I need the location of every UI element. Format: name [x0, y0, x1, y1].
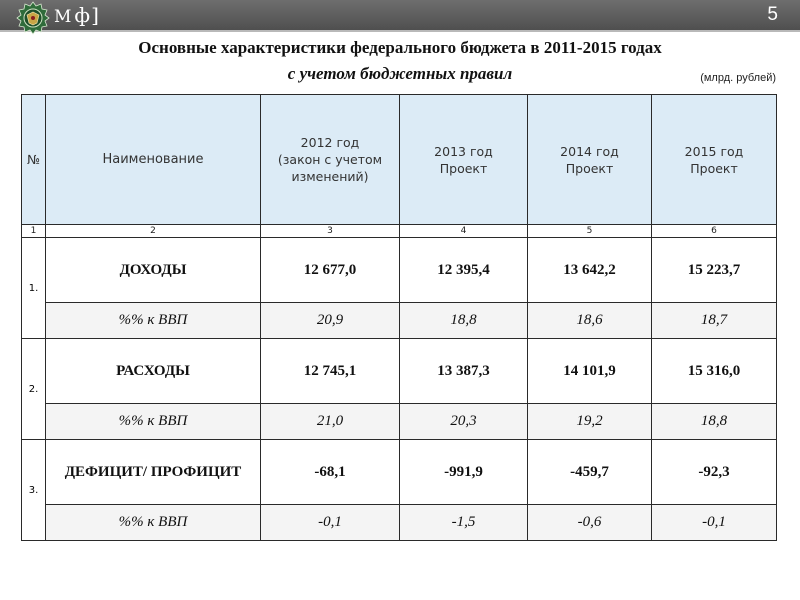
column-number-row [22, 225, 777, 238]
value-cell: 13 387,3 [400, 339, 528, 404]
table-row-revenue [22, 238, 777, 303]
row-name: %% к ВВП [46, 505, 261, 541]
column-number: 5 [528, 225, 652, 238]
table-row-deficit [22, 440, 777, 505]
column-header-2015: 2015 год Проект [652, 95, 777, 225]
value-cell: -459,7 [528, 440, 652, 505]
row-name: ДЕФИЦИТ/ ПРОФИЦИТ [46, 440, 261, 505]
value-cell: -991,9 [400, 440, 528, 505]
column-number: 2 [46, 225, 261, 238]
slide-number: 5 [767, 4, 778, 25]
value-cell: 14 101,9 [528, 339, 652, 404]
column-header-name: Наименование [46, 95, 261, 225]
value-cell: 12 677,0 [261, 238, 400, 303]
value-cell: -1,5 [400, 505, 528, 541]
table-header-row [22, 95, 777, 225]
value-cell: 15 223,7 [652, 238, 777, 303]
row-name: ДОХОДЫ [46, 238, 261, 303]
value-cell: 12 745,1 [261, 339, 400, 404]
value-cell: -92,3 [652, 440, 777, 505]
row-name: РАСХОДЫ [46, 339, 261, 404]
value-cell: 13 642,2 [528, 238, 652, 303]
value-cell: -68,1 [261, 440, 400, 505]
column-header-number: № [22, 95, 46, 225]
value-cell: 20,3 [400, 404, 528, 440]
table-row-expenditure-gdp [22, 404, 777, 440]
row-name: %% к ВВП [46, 404, 261, 440]
top-bar [0, 0, 800, 32]
column-number: 6 [652, 225, 777, 238]
table-row-expenditure [22, 339, 777, 404]
column-header-2012: 2012 год (закон с учетом изменений) [261, 95, 400, 225]
brand-tail: ] [91, 3, 100, 27]
table-row-deficit-gdp [22, 505, 777, 541]
page-title: Основные характеристики федерального бюджета в 2011-2015 годах [138, 38, 662, 57]
value-cell: 12 395,4 [400, 238, 528, 303]
value-cell: -0,1 [652, 505, 777, 541]
page-subtitle: с учетом бюджетных правил [287, 64, 513, 83]
value-cell: 20,9 [261, 303, 400, 339]
brand-phi: ф [74, 3, 92, 27]
row-number: 1. [22, 238, 46, 339]
row-number: 2. [22, 339, 46, 440]
row-number: 3. [22, 440, 46, 541]
column-header-2014: 2014 год Проект [528, 95, 652, 225]
value-cell: 21,0 [261, 404, 400, 440]
column-number: 3 [261, 225, 400, 238]
value-cell: 18,7 [652, 303, 777, 339]
value-cell: 15 316,0 [652, 339, 777, 404]
value-cell: -0,6 [528, 505, 652, 541]
column-number: 1 [22, 225, 46, 238]
column-number: 4 [400, 225, 528, 238]
value-cell: -0,1 [261, 505, 400, 541]
ministry-logo-text [54, 3, 100, 29]
column-header-2013: 2013 год Проект [400, 95, 528, 225]
row-name: %% к ВВП [46, 303, 261, 339]
units-note: (млрд. рублей) [700, 72, 776, 84]
coat-of-arms-icon [16, 1, 50, 35]
value-cell: 18,8 [652, 404, 777, 440]
value-cell: 18,8 [400, 303, 528, 339]
value-cell: 18,6 [528, 303, 652, 339]
brand-letters: М [54, 7, 73, 27]
value-cell: 19,2 [528, 404, 652, 440]
table-row-revenue-gdp [22, 303, 777, 339]
budget-table [21, 94, 777, 541]
